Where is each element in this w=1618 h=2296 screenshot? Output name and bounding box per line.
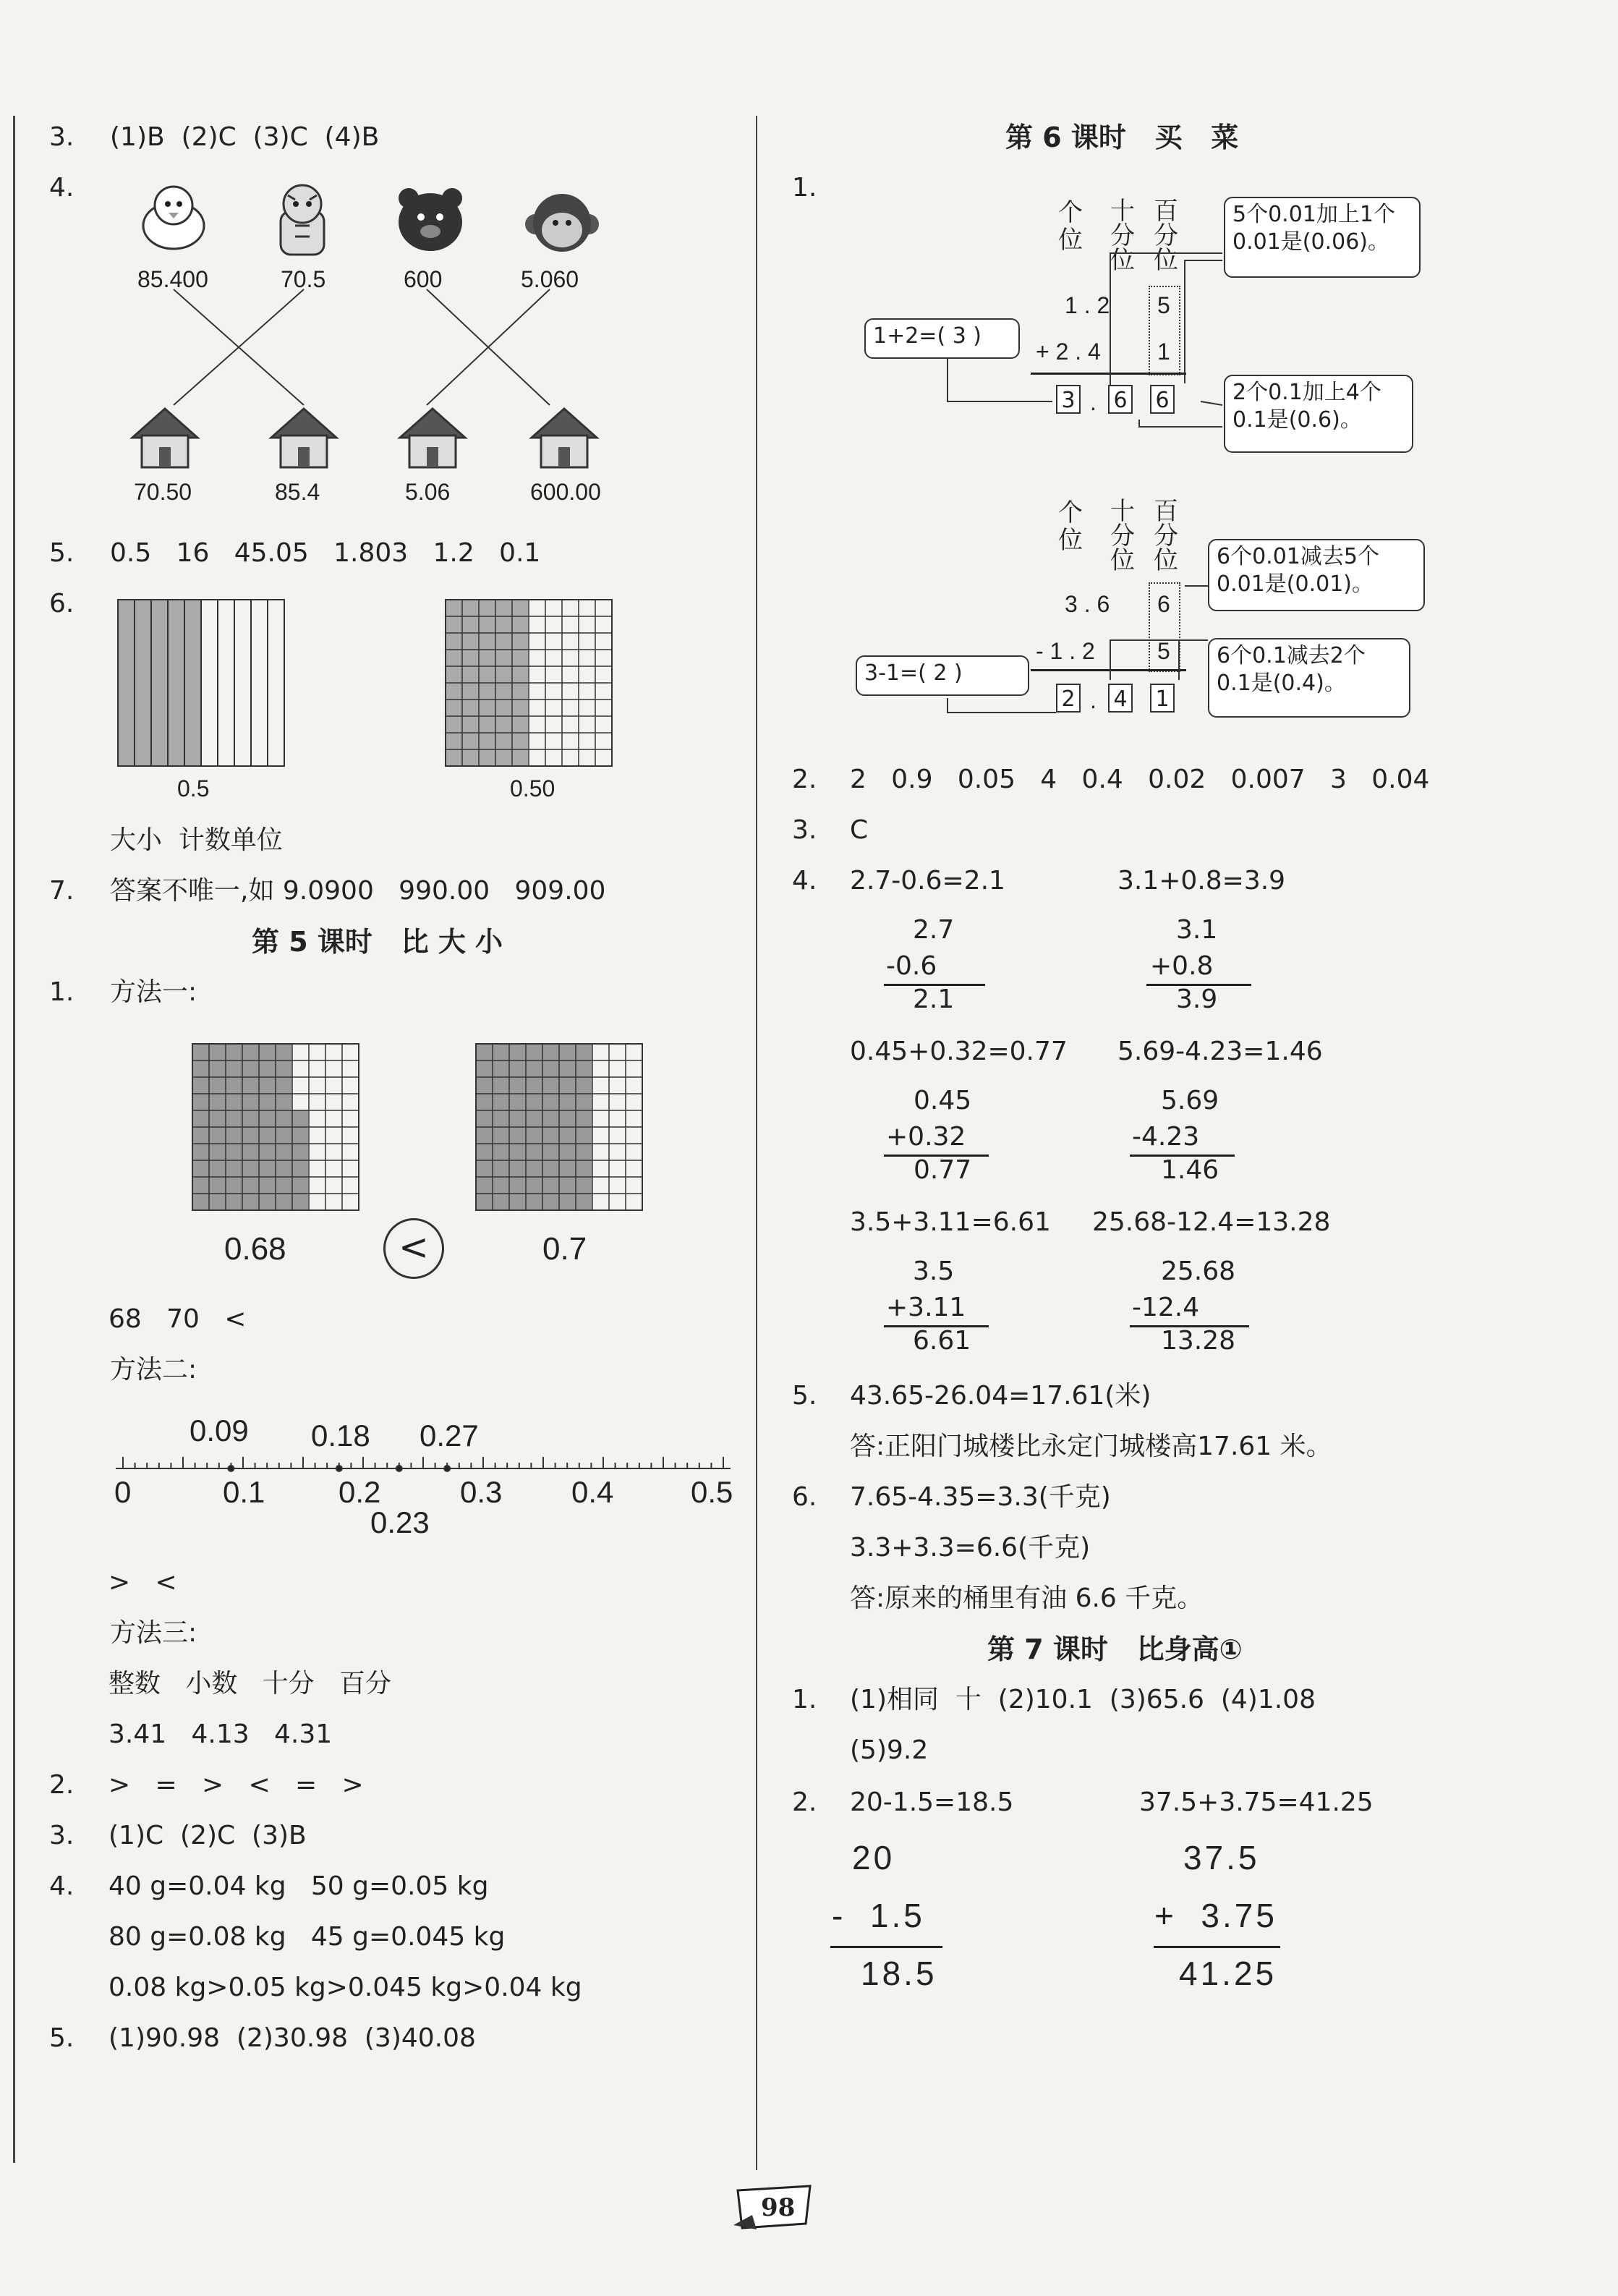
answer-l5q3: (1)C (2)C (3)B: [108, 1821, 307, 1850]
house-value: 85.4: [275, 479, 320, 505]
vc-result: 0.77: [914, 1155, 972, 1185]
vc-result: 1.46: [1161, 1155, 1219, 1185]
fill-line: 68 70 <: [108, 1304, 247, 1334]
q-number: 1.: [792, 173, 817, 203]
q-number: 2.: [792, 765, 817, 794]
subtraction-arrows: [861, 543, 1215, 738]
equation: 2.7-0.6=2.1: [850, 866, 1005, 896]
animal-value: 85.400: [137, 266, 208, 292]
tenths-grid: [117, 599, 286, 767]
vc-line: [830, 1946, 942, 1948]
tick-label: 0.4: [571, 1475, 614, 1509]
header-hundredths: 百 分 位: [1154, 497, 1178, 575]
q-number: 4.: [792, 866, 817, 896]
header-hundredths: 百 分 位: [1154, 197, 1178, 275]
vc-top: 3.5: [913, 1257, 955, 1286]
minuend-hundredths: 6: [1157, 591, 1170, 617]
hundredths-grid: [445, 599, 614, 767]
lesson7-title: 第 7 课时 比身高①: [987, 1633, 1243, 1665]
answer-r-q5-line: 43.65-26.04=17.61(米): [850, 1381, 1151, 1411]
vc-line: [1154, 1946, 1280, 1948]
number-line-point: [396, 1466, 402, 1471]
tick-label: 0.3: [460, 1475, 503, 1509]
header-tenths: 十 分 位: [1110, 197, 1135, 275]
equation: 25.68-12.4=13.28: [1092, 1207, 1331, 1237]
house-icon: [129, 405, 201, 470]
equation: 37.5+3.75=41.25: [1139, 1787, 1374, 1817]
q-number: 2.: [49, 1770, 74, 1800]
answer-q3: (1)B (2)C (3)C (4)B: [110, 122, 380, 152]
vc-result: 13.28: [1161, 1326, 1236, 1356]
addend2: + 2 . 4: [1036, 339, 1101, 365]
column-divider: [756, 116, 757, 2170]
answer-r-q2: 2 0.9 0.05 4 0.4 0.02 0.007 3 0.04: [850, 765, 1430, 794]
mark-below: 0.23: [370, 1505, 430, 1539]
vc-top: 25.68: [1161, 1257, 1236, 1286]
q-number: 6.: [792, 1482, 817, 1512]
header-ones: 个 位: [1058, 198, 1083, 255]
ones-box: 1+2=( 3 ): [864, 318, 1020, 359]
animal-value: 600: [404, 266, 443, 292]
lesson5-title: 第 5 课时 比 大 小: [252, 926, 503, 958]
animal-value: 70.5: [281, 266, 326, 292]
house-icon: [268, 405, 340, 470]
q-number: 4.: [49, 1871, 74, 1901]
answer-r-q3: C: [850, 815, 869, 845]
grid-07: [475, 1043, 643, 1211]
vc-mid: + 3.75: [1154, 1897, 1277, 1934]
vc-result: 41.25: [1179, 1955, 1277, 1992]
answer-l5q4-line: 40 g=0.04 kg 50 g=0.05 kg: [108, 1871, 489, 1901]
header-tenths: 十 分 位: [1110, 497, 1135, 575]
compare-circle: [383, 1218, 444, 1279]
number-line-point: [228, 1466, 234, 1471]
tick-label: 0: [114, 1475, 132, 1509]
vc-result: 6.61: [913, 1326, 971, 1356]
vc-top: 20: [852, 1839, 895, 1876]
vc-top: 3.1: [1176, 915, 1218, 945]
subtrahend-hundredths: 5: [1157, 638, 1170, 664]
answer-l5q5: (1)90.98 (2)30.98 (3)40.08: [108, 2023, 476, 2053]
subtrahend: - 1 . 2: [1036, 638, 1095, 664]
answer-method2: > <: [108, 1568, 177, 1597]
q-number: 7.: [49, 876, 74, 906]
decimal-point: .: [1090, 389, 1097, 415]
difference-digit: 4: [1108, 684, 1133, 713]
answer-q7: 答案不唯一,如 9.0900 990.00 909.00: [110, 876, 606, 906]
house-value: 600.00: [530, 479, 601, 505]
addend1: 1 . 2: [1065, 292, 1110, 318]
addend1-hundredths: 5: [1157, 292, 1170, 318]
matching-lines: [0, 0, 752, 506]
vc-mid: +3.11: [886, 1293, 966, 1322]
answer-l5q4-line: 80 g=0.08 kg 45 g=0.045 kg: [108, 1922, 506, 1952]
answer-q5: 0.5 16 45.05 1.803 1.2 0.1: [110, 538, 541, 568]
vc-result: 3.9: [1176, 985, 1218, 1014]
hundredths-note-box: 5个0.01加上1个 0.01是(0.06)。: [1224, 197, 1421, 278]
tick-label: 0.2: [338, 1475, 381, 1509]
difference-digit: 1: [1150, 684, 1175, 713]
decimal-point: .: [1090, 687, 1097, 713]
number-line-point: [444, 1466, 450, 1471]
sum-digit: 6: [1108, 385, 1133, 414]
q-number: 2.: [792, 1787, 817, 1817]
q-number: 3.: [49, 1821, 74, 1850]
addend2-hundredths: 1: [1157, 339, 1170, 365]
minuend: 3 . 6: [1065, 591, 1110, 617]
answer-l5q2: > = > < = >: [108, 1770, 364, 1800]
header-ones: 个 位: [1058, 498, 1083, 555]
vc-top: 0.45: [914, 1086, 972, 1115]
q-number: 3.: [49, 122, 74, 152]
tick-label: 0.5: [691, 1475, 733, 1509]
difference-digit: 2: [1056, 684, 1081, 713]
vc-mid: -12.4: [1132, 1293, 1200, 1322]
q-number: 3.: [792, 815, 817, 845]
vc-result: 18.5: [861, 1955, 937, 1992]
answer-l7q1-line: (1)相同 十 (2)10.1 (3)65.6 (4)1.08: [850, 1685, 1316, 1714]
mark-above: 0.09: [190, 1413, 249, 1447]
vc-mid: +0.8: [1150, 951, 1214, 981]
method1-label: 方法一:: [110, 977, 197, 1007]
vc-top: 5.69: [1161, 1086, 1219, 1115]
vc-top: 37.5: [1183, 1839, 1260, 1876]
tenths-note-box: 6个0.1减去2个 0.1是(0.4)。: [1208, 638, 1410, 718]
equation: 20-1.5=18.5: [850, 1787, 1014, 1817]
ones-box: 3-1=( 2 ): [856, 655, 1029, 696]
answer-l5q4-line: 0.08 kg>0.05 kg>0.045 kg>0.04 kg: [108, 1973, 582, 2002]
answer-r-q5-line: 答:正阳门城楼比永定门城楼高17.61 米。: [850, 1432, 1332, 1461]
answer-r-q6-line: 7.65-4.35=3.3(千克): [850, 1482, 1111, 1512]
vc-mid: -4.23: [1132, 1122, 1200, 1152]
vc-mid: +0.32: [886, 1122, 966, 1152]
house-value: 70.50: [134, 479, 192, 505]
equation: 5.69-4.23=1.46: [1117, 1037, 1323, 1066]
sum-digit: 3: [1056, 385, 1081, 414]
vc-result: 2.1: [913, 985, 955, 1014]
q-number: 5.: [49, 538, 74, 568]
page-number: 98: [761, 2193, 796, 2222]
grid-068: [192, 1043, 359, 1211]
vc-mid: - 1.5: [832, 1897, 925, 1934]
answer-l7q1-line: (5)9.2: [850, 1735, 929, 1765]
answer-q6: 大小 计数单位: [110, 825, 283, 855]
vc-mid: -0.6: [886, 951, 937, 981]
mark-above: 0.18: [311, 1419, 370, 1453]
tick-label: 0.1: [223, 1475, 265, 1509]
equation: 3.1+0.8=3.9: [1117, 866, 1286, 896]
house-icon: [528, 405, 600, 470]
hundredths-note-box: 6个0.01减去5个 0.01是(0.01)。: [1208, 539, 1425, 611]
answer-r-q6-line: 3.3+3.3=6.6(千克): [850, 1533, 1091, 1562]
q-number: 1.: [792, 1685, 817, 1714]
method3-label: 方法三:: [110, 1618, 197, 1648]
q-number: 4.: [49, 173, 74, 203]
right-value: 0.7: [542, 1231, 587, 1267]
addition-arrows: [861, 217, 1237, 434]
house-value: 5.06: [405, 479, 451, 505]
answer-r-q6-line: 答:原来的桶里有油 6.6 千克。: [850, 1583, 1204, 1613]
q-number: 5.: [792, 1381, 817, 1411]
grid-label: 0.5: [177, 775, 210, 802]
animal-value: 5.060: [521, 266, 579, 292]
house-icon: [396, 405, 469, 470]
compare-symbol: <: [399, 1226, 429, 1268]
method2-label: 方法二:: [110, 1355, 197, 1385]
vc-top: 2.7: [913, 915, 955, 945]
grid-label: 0.50: [510, 775, 555, 802]
method3-line2: 3.41 4.13 4.31: [108, 1719, 333, 1749]
page-number-badge: [731, 2183, 817, 2234]
q-number: 6.: [49, 589, 74, 618]
q-number: 1.: [49, 977, 74, 1007]
lesson6-title: 第 6 课时 买 菜: [1005, 122, 1239, 153]
sum-digit: 6: [1150, 385, 1175, 414]
mark-above: 0.27: [420, 1419, 479, 1453]
left-value: 0.68: [224, 1231, 286, 1267]
equation: 3.5+3.11=6.61: [850, 1207, 1051, 1237]
tenths-note-box: 2个0.1加上4个 0.1是(0.6)。: [1224, 375, 1413, 453]
method3-line1: 整数 小数 十分 百分: [108, 1669, 391, 1698]
number-line-point: [336, 1466, 342, 1471]
equation: 0.45+0.32=0.77: [850, 1037, 1068, 1066]
number-line-axis: [116, 1447, 738, 1476]
q-number: 5.: [49, 2023, 74, 2053]
